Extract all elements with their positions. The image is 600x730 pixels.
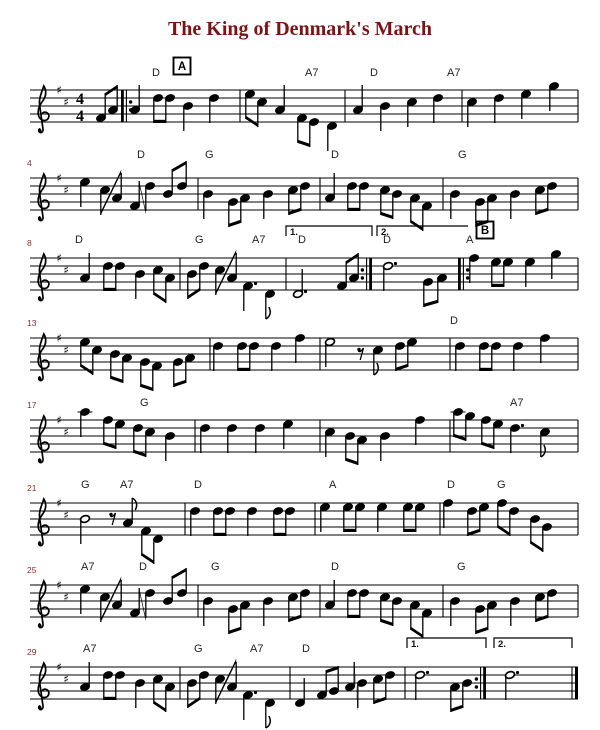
measure-number: 4 [27, 158, 32, 168]
volta-label: 2. [498, 639, 506, 650]
note [190, 507, 201, 536]
volta-label: 1. [411, 639, 419, 650]
chord-label: A7 [120, 479, 134, 491]
note [263, 597, 274, 626]
note [200, 424, 211, 453]
note [165, 432, 176, 461]
note [123, 498, 137, 527]
note [451, 408, 466, 437]
note [115, 420, 126, 449]
note [225, 507, 236, 536]
note [103, 671, 114, 700]
beam [298, 140, 310, 147]
note [493, 420, 504, 449]
staff-system [27, 149, 578, 231]
note [293, 269, 307, 298]
sharp-sign: ♯ [56, 171, 62, 185]
note [141, 527, 152, 556]
note [100, 186, 111, 215]
note [133, 424, 144, 453]
note [135, 270, 146, 299]
note [240, 194, 251, 223]
note [547, 589, 558, 618]
note [547, 182, 558, 211]
note [183, 102, 194, 131]
beam [154, 292, 166, 303]
beam [480, 368, 492, 371]
chord-label: D [194, 479, 202, 491]
treble-clef-icon [38, 416, 49, 463]
treble-clef-icon [38, 174, 49, 221]
eighth-flag [266, 716, 270, 728]
augmentation-dot [304, 290, 307, 293]
note [540, 428, 551, 457]
note [345, 662, 356, 691]
chord-label: G [211, 561, 220, 573]
chord-label: D [302, 643, 310, 655]
eighth-flag [374, 363, 378, 375]
beam [381, 212, 393, 219]
treble-clef-icon [38, 663, 49, 710]
note [469, 254, 480, 283]
chord-label: G [195, 234, 204, 246]
chord-label: D [298, 234, 306, 246]
augmentation-dot [394, 262, 397, 265]
note [80, 585, 91, 614]
note [153, 675, 164, 704]
chord-label: D [331, 561, 339, 573]
note [380, 432, 391, 461]
note [295, 678, 306, 707]
augmentation-dot [521, 424, 524, 427]
sharp-sign: ♯ [63, 508, 69, 522]
chord-label: G [205, 149, 214, 161]
sharp-sign: ♯ [56, 331, 62, 345]
chord-label: D [137, 149, 145, 161]
note [243, 282, 257, 311]
sharp-sign: ♯ [63, 183, 69, 197]
measure-number: 13 [27, 318, 37, 328]
staff-system [27, 638, 578, 728]
staff-system [27, 397, 578, 465]
note [163, 169, 174, 198]
note [347, 589, 358, 618]
note [273, 507, 284, 536]
note [345, 432, 356, 461]
note [130, 588, 141, 617]
chord-label: G [458, 149, 467, 161]
note [249, 342, 260, 371]
note [135, 679, 146, 708]
beam [346, 458, 358, 465]
chord-label: D [447, 479, 455, 491]
sharp-sign: ♯ [56, 83, 62, 97]
note [243, 691, 257, 720]
treble-clef-icon [38, 334, 49, 381]
treble-clef-icon [38, 581, 49, 628]
note [255, 424, 266, 453]
note [199, 262, 210, 291]
note [509, 507, 520, 536]
note [153, 266, 164, 295]
augmentation-dot [426, 671, 429, 674]
note [380, 102, 391, 131]
note [320, 503, 331, 532]
note [265, 290, 276, 319]
beam [289, 208, 301, 215]
note [297, 114, 308, 143]
chord-label: G [497, 479, 506, 491]
note [487, 194, 498, 223]
note [487, 601, 498, 630]
note [103, 416, 114, 445]
beam [289, 615, 301, 622]
note [327, 122, 338, 151]
note [80, 178, 91, 207]
note [343, 503, 354, 532]
staff-system [27, 479, 578, 564]
beam [104, 697, 116, 700]
chord-label: G [457, 561, 466, 573]
staff-system [27, 222, 578, 320]
chord-label: A7 [447, 67, 461, 79]
note [110, 350, 121, 379]
time-signature: 4 [76, 108, 84, 125]
note [213, 342, 224, 371]
chord-label: D [139, 561, 147, 573]
note [78, 408, 93, 437]
note [422, 609, 433, 638]
beam [188, 288, 200, 299]
eighth-flag [266, 307, 270, 319]
sharp-sign: ♯ [56, 251, 62, 265]
beam [154, 701, 166, 712]
measure-number: 29 [27, 647, 37, 657]
beam [536, 208, 548, 215]
note [80, 662, 91, 691]
time-signature: 4 [76, 91, 84, 108]
beam [134, 450, 146, 457]
beam [188, 697, 200, 708]
note [92, 346, 103, 375]
note [467, 98, 478, 127]
note [359, 182, 370, 211]
sharp-sign: ♯ [56, 496, 62, 510]
note [215, 675, 226, 704]
chord-label: G [140, 397, 149, 409]
note [415, 416, 426, 445]
note [115, 262, 126, 291]
note [145, 589, 156, 618]
note [209, 94, 220, 123]
note [257, 98, 268, 127]
note [263, 190, 274, 219]
note [122, 354, 133, 383]
chord-label: D [450, 315, 458, 327]
note [407, 338, 418, 367]
note [540, 334, 551, 363]
beam [105, 85, 117, 96]
note [415, 503, 426, 532]
beam [374, 697, 386, 704]
note [373, 346, 384, 375]
note [317, 670, 328, 699]
note [455, 342, 466, 371]
note [347, 182, 358, 211]
note [437, 274, 448, 303]
note [283, 420, 294, 449]
beam [346, 253, 358, 264]
beam [104, 442, 116, 449]
note [542, 523, 553, 552]
beam [174, 380, 186, 387]
beam [238, 368, 250, 371]
note [300, 589, 311, 618]
treble-clef-icon [38, 254, 49, 301]
volta-label: 2. [381, 227, 389, 238]
note [80, 253, 91, 282]
chord-label: D [152, 67, 160, 79]
note [213, 507, 224, 536]
note [433, 94, 444, 123]
note [265, 699, 276, 728]
measure-number: 8 [27, 238, 32, 248]
note [355, 503, 366, 532]
beam [172, 568, 186, 579]
note [247, 507, 258, 536]
note [165, 683, 176, 712]
eighth-flag [132, 498, 136, 510]
note [185, 354, 196, 383]
sharp-sign: ♯ [63, 425, 69, 439]
beam [424, 300, 438, 307]
note [300, 182, 311, 211]
measure-number: 17 [27, 400, 37, 410]
note [530, 515, 541, 544]
note [103, 262, 114, 291]
sharp-sign: ♯ [56, 413, 62, 427]
note [510, 597, 521, 626]
sharp-sign: ♯ [63, 95, 69, 109]
note [145, 428, 156, 457]
note [481, 416, 492, 445]
note [494, 94, 505, 123]
beam [104, 288, 116, 291]
note [163, 576, 174, 605]
staff-system [30, 58, 578, 152]
note [100, 593, 111, 622]
chord-label: D [383, 234, 391, 246]
chord-label: A7 [83, 643, 97, 655]
note [479, 503, 490, 532]
note [165, 274, 176, 303]
note [115, 671, 126, 700]
sharp-sign: ♯ [63, 672, 69, 686]
rehearsal-letter: B [480, 225, 490, 237]
chord-label: G [194, 643, 203, 655]
note [465, 412, 476, 441]
note [551, 250, 562, 279]
note [325, 428, 336, 457]
note [497, 499, 508, 528]
note [130, 85, 141, 114]
beam [344, 529, 356, 532]
beam [348, 208, 360, 211]
note [385, 671, 396, 700]
note [325, 173, 336, 202]
beam [492, 284, 504, 287]
sharp-sign: ♯ [63, 343, 69, 357]
note [153, 535, 164, 564]
beam [482, 442, 494, 449]
note [337, 261, 348, 290]
beam [498, 525, 510, 536]
note [549, 82, 560, 111]
note [275, 85, 286, 114]
measure-number: 25 [27, 565, 37, 575]
beam [154, 120, 166, 123]
chord-label: A7 [81, 561, 95, 573]
chord-label: A7 [305, 67, 319, 79]
note [199, 671, 210, 700]
beam [246, 116, 258, 127]
note [245, 90, 256, 119]
note [377, 503, 388, 532]
chord-label: D [75, 234, 83, 246]
staff-system [27, 315, 578, 391]
chord-label: G [81, 479, 90, 491]
note [450, 597, 461, 626]
note [510, 190, 521, 219]
note [525, 258, 536, 287]
staff-systems [27, 58, 578, 729]
note [380, 593, 391, 622]
beam [381, 619, 393, 626]
note [237, 342, 248, 371]
eighth-flag [541, 445, 545, 457]
note [325, 580, 336, 609]
note [491, 258, 502, 287]
beam [531, 541, 543, 552]
beam [536, 615, 548, 622]
treble-clef-icon [38, 86, 49, 133]
augmentation-dot [254, 282, 257, 285]
chord-label: D [370, 67, 378, 79]
note [325, 338, 336, 367]
beam [451, 705, 463, 712]
note [130, 181, 141, 210]
note [410, 194, 421, 223]
augmentation-dot [516, 671, 519, 674]
note [152, 362, 163, 391]
beam [348, 615, 360, 618]
staff-system [27, 561, 578, 638]
note [165, 94, 176, 123]
note [392, 190, 403, 219]
chord-label: D [331, 149, 339, 161]
note [203, 597, 214, 626]
beam [411, 627, 423, 638]
note [153, 94, 164, 123]
note [145, 182, 156, 211]
beam [229, 627, 241, 634]
beam [81, 364, 93, 375]
measure-number: 21 [27, 483, 37, 493]
note [353, 85, 364, 114]
note [295, 334, 306, 363]
note [403, 503, 414, 532]
note [380, 186, 391, 215]
beam [454, 434, 466, 441]
note [491, 342, 502, 371]
beam [229, 220, 241, 227]
note [227, 424, 238, 453]
note [521, 90, 532, 119]
note [240, 601, 251, 630]
rehearsal-mark [174, 58, 191, 75]
chord-label: A7 [510, 397, 524, 409]
note [443, 499, 454, 528]
sharp-sign: ♯ [56, 660, 62, 674]
chord-label: A [466, 234, 474, 246]
note [215, 266, 226, 295]
note [357, 679, 368, 708]
note [513, 342, 524, 371]
sharp-sign: ♯ [63, 590, 69, 604]
treble-clef-icon [38, 499, 49, 546]
note [450, 190, 461, 219]
chord-label: A7 [252, 234, 266, 246]
chord-label: A [329, 479, 337, 491]
beam [274, 533, 286, 536]
chord-label: A7 [250, 643, 264, 655]
note [309, 118, 320, 147]
beam [141, 384, 153, 391]
note [503, 258, 514, 287]
note [357, 436, 368, 465]
piece-title: The King of Denmark's March [167, 18, 433, 40]
note [140, 358, 151, 387]
rehearsal-letter: A [177, 61, 187, 73]
note [80, 338, 91, 367]
sharp-sign: ♯ [56, 578, 62, 592]
note [392, 597, 403, 626]
volta-label: 1. [290, 227, 298, 238]
beam [111, 376, 123, 383]
note [96, 93, 107, 122]
beam [476, 627, 488, 634]
note [410, 601, 421, 630]
note [359, 589, 370, 618]
note [479, 342, 490, 371]
note [203, 190, 214, 219]
note [407, 98, 418, 127]
beam [172, 161, 186, 172]
note [80, 515, 91, 544]
note [462, 679, 473, 708]
augmentation-dot [254, 691, 257, 694]
beam [404, 529, 416, 532]
beam [214, 533, 226, 536]
note [285, 507, 296, 536]
note [271, 342, 282, 371]
sharp-sign: ♯ [63, 263, 69, 277]
